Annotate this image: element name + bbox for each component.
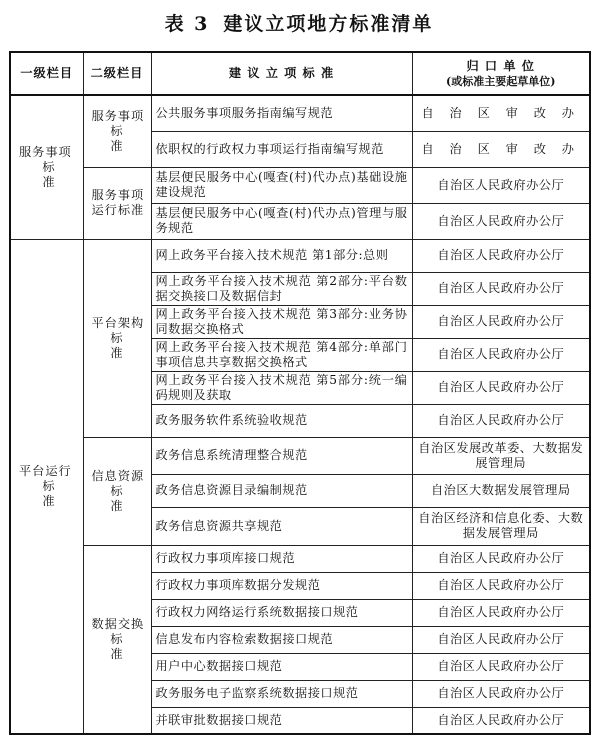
standard-cell: 依职权的行政权力事项运行指南编写规范 (151, 131, 412, 167)
standard-cell: 行政权力网络运行系统数据接口规范 (151, 599, 412, 626)
standard-cell: 信息发布内容检索数据接口规范 (151, 626, 412, 653)
unit-cell: 自 治 区 审 改 办 (412, 131, 590, 167)
unit-cell: 自治区人民政府办公厅 (412, 599, 590, 626)
header-level2: 二级栏目 (83, 52, 151, 95)
level2-data-exchange: 数据交换 标 准 (83, 545, 151, 734)
table-row (10, 167, 590, 203)
table-label: 表 3 (164, 13, 210, 35)
standard-cell: 网上政务平台接入技术规范 第5部分:统一编码规则及获取 (151, 371, 412, 404)
standard-cell: 政务信息资源目录编制规范 (151, 474, 412, 507)
unit-cell: 自 治 区 审 改 办 (412, 95, 590, 131)
standard-cell: 政务服务软件系统验收规范 (151, 404, 412, 437)
table-title (0, 6, 598, 42)
level2-service-run: 服务事项 运行标准 (83, 167, 151, 239)
unit-cell: 自治区人民政府办公厅 (412, 653, 590, 680)
table-title-text: 建议立项地方标准清单 (223, 13, 434, 35)
level1-platform: 平台运行 标 准 (10, 239, 83, 734)
standard-cell: 基层便民服务中心(嘎查(村)代办点)管理与服务规范 (151, 203, 412, 239)
table-row (10, 437, 590, 474)
level1-service: 服务事项 标 准 (10, 95, 83, 239)
level2-platform-arch: 平台架构 标 准 (83, 239, 151, 437)
unit-cell: 自治区经济和信息化委、大数据发展管理局 (412, 507, 590, 545)
standard-cell: 政务信息资源共享规范 (151, 507, 412, 545)
unit-cell: 自治区人民政府办公厅 (412, 203, 590, 239)
header-row (10, 52, 590, 95)
standards-table (9, 51, 591, 735)
unit-cell: 自治区人民政府办公厅 (412, 680, 590, 707)
standard-cell: 用户中心数据接口规范 (151, 653, 412, 680)
table-row (10, 545, 590, 572)
standard-cell: 基层便民服务中心(嘎查(村)代办点)基础设施建设规范 (151, 167, 412, 203)
unit-cell: 自治区人民政府办公厅 (412, 572, 590, 599)
unit-cell: 自治区大数据发展管理局 (412, 474, 590, 507)
header-level1: 一级栏目 (10, 52, 83, 95)
header-standard: 建 议 立 项 标 准 (151, 52, 412, 95)
level2-info-resource: 信息资源 标 准 (83, 437, 151, 545)
standard-cell: 行政权力事项库数据分发规范 (151, 572, 412, 599)
header-unit-line2: (或标准主要起草单位) (446, 74, 556, 88)
unit-cell: 自治区人民政府办公厅 (412, 338, 590, 371)
unit-cell: 自治区人民政府办公厅 (412, 545, 590, 572)
standard-cell: 政务信息系统清理整合规范 (151, 437, 412, 474)
standard-cell: 行政权力事项库接口规范 (151, 545, 412, 572)
standard-cell: 公共服务事项服务指南编写规范 (151, 95, 412, 131)
unit-cell: 自治区人民政府办公厅 (412, 305, 590, 338)
level2-service-item: 服务事项 标 准 (83, 95, 151, 167)
standard-cell: 并联审批数据接口规范 (151, 707, 412, 734)
table-row (10, 239, 590, 272)
standard-cell: 网上政务平台接入技术规范 第3部分:业务协同数据交换格式 (151, 305, 412, 338)
unit-cell: 自治区人民政府办公厅 (412, 626, 590, 653)
unit-cell: 自治区人民政府办公厅 (412, 167, 590, 203)
header-unit-line1: 归 口 单 位 (466, 58, 535, 73)
header-unit (412, 52, 590, 95)
unit-cell: 自治区人民政府办公厅 (412, 404, 590, 437)
unit-cell: 自治区人民政府办公厅 (412, 239, 590, 272)
unit-cell: 自治区人民政府办公厅 (412, 272, 590, 305)
standard-cell: 网上政务平台接入技术规范 第1部分:总则 (151, 239, 412, 272)
standard-cell: 政务服务电子监察系统数据接口规范 (151, 680, 412, 707)
standard-cell: 网上政务平台接入技术规范 第4部分:单部门事项信息共享数据交换格式 (151, 338, 412, 371)
table-row (10, 95, 590, 131)
unit-cell: 自治区人民政府办公厅 (412, 707, 590, 734)
standard-cell: 网上政务平台接入技术规范 第2部分:平台数据交换接口及数据信封 (151, 272, 412, 305)
unit-cell: 自治区人民政府办公厅 (412, 371, 590, 404)
unit-cell: 自治区发展改革委、大数据发展管理局 (412, 437, 590, 474)
